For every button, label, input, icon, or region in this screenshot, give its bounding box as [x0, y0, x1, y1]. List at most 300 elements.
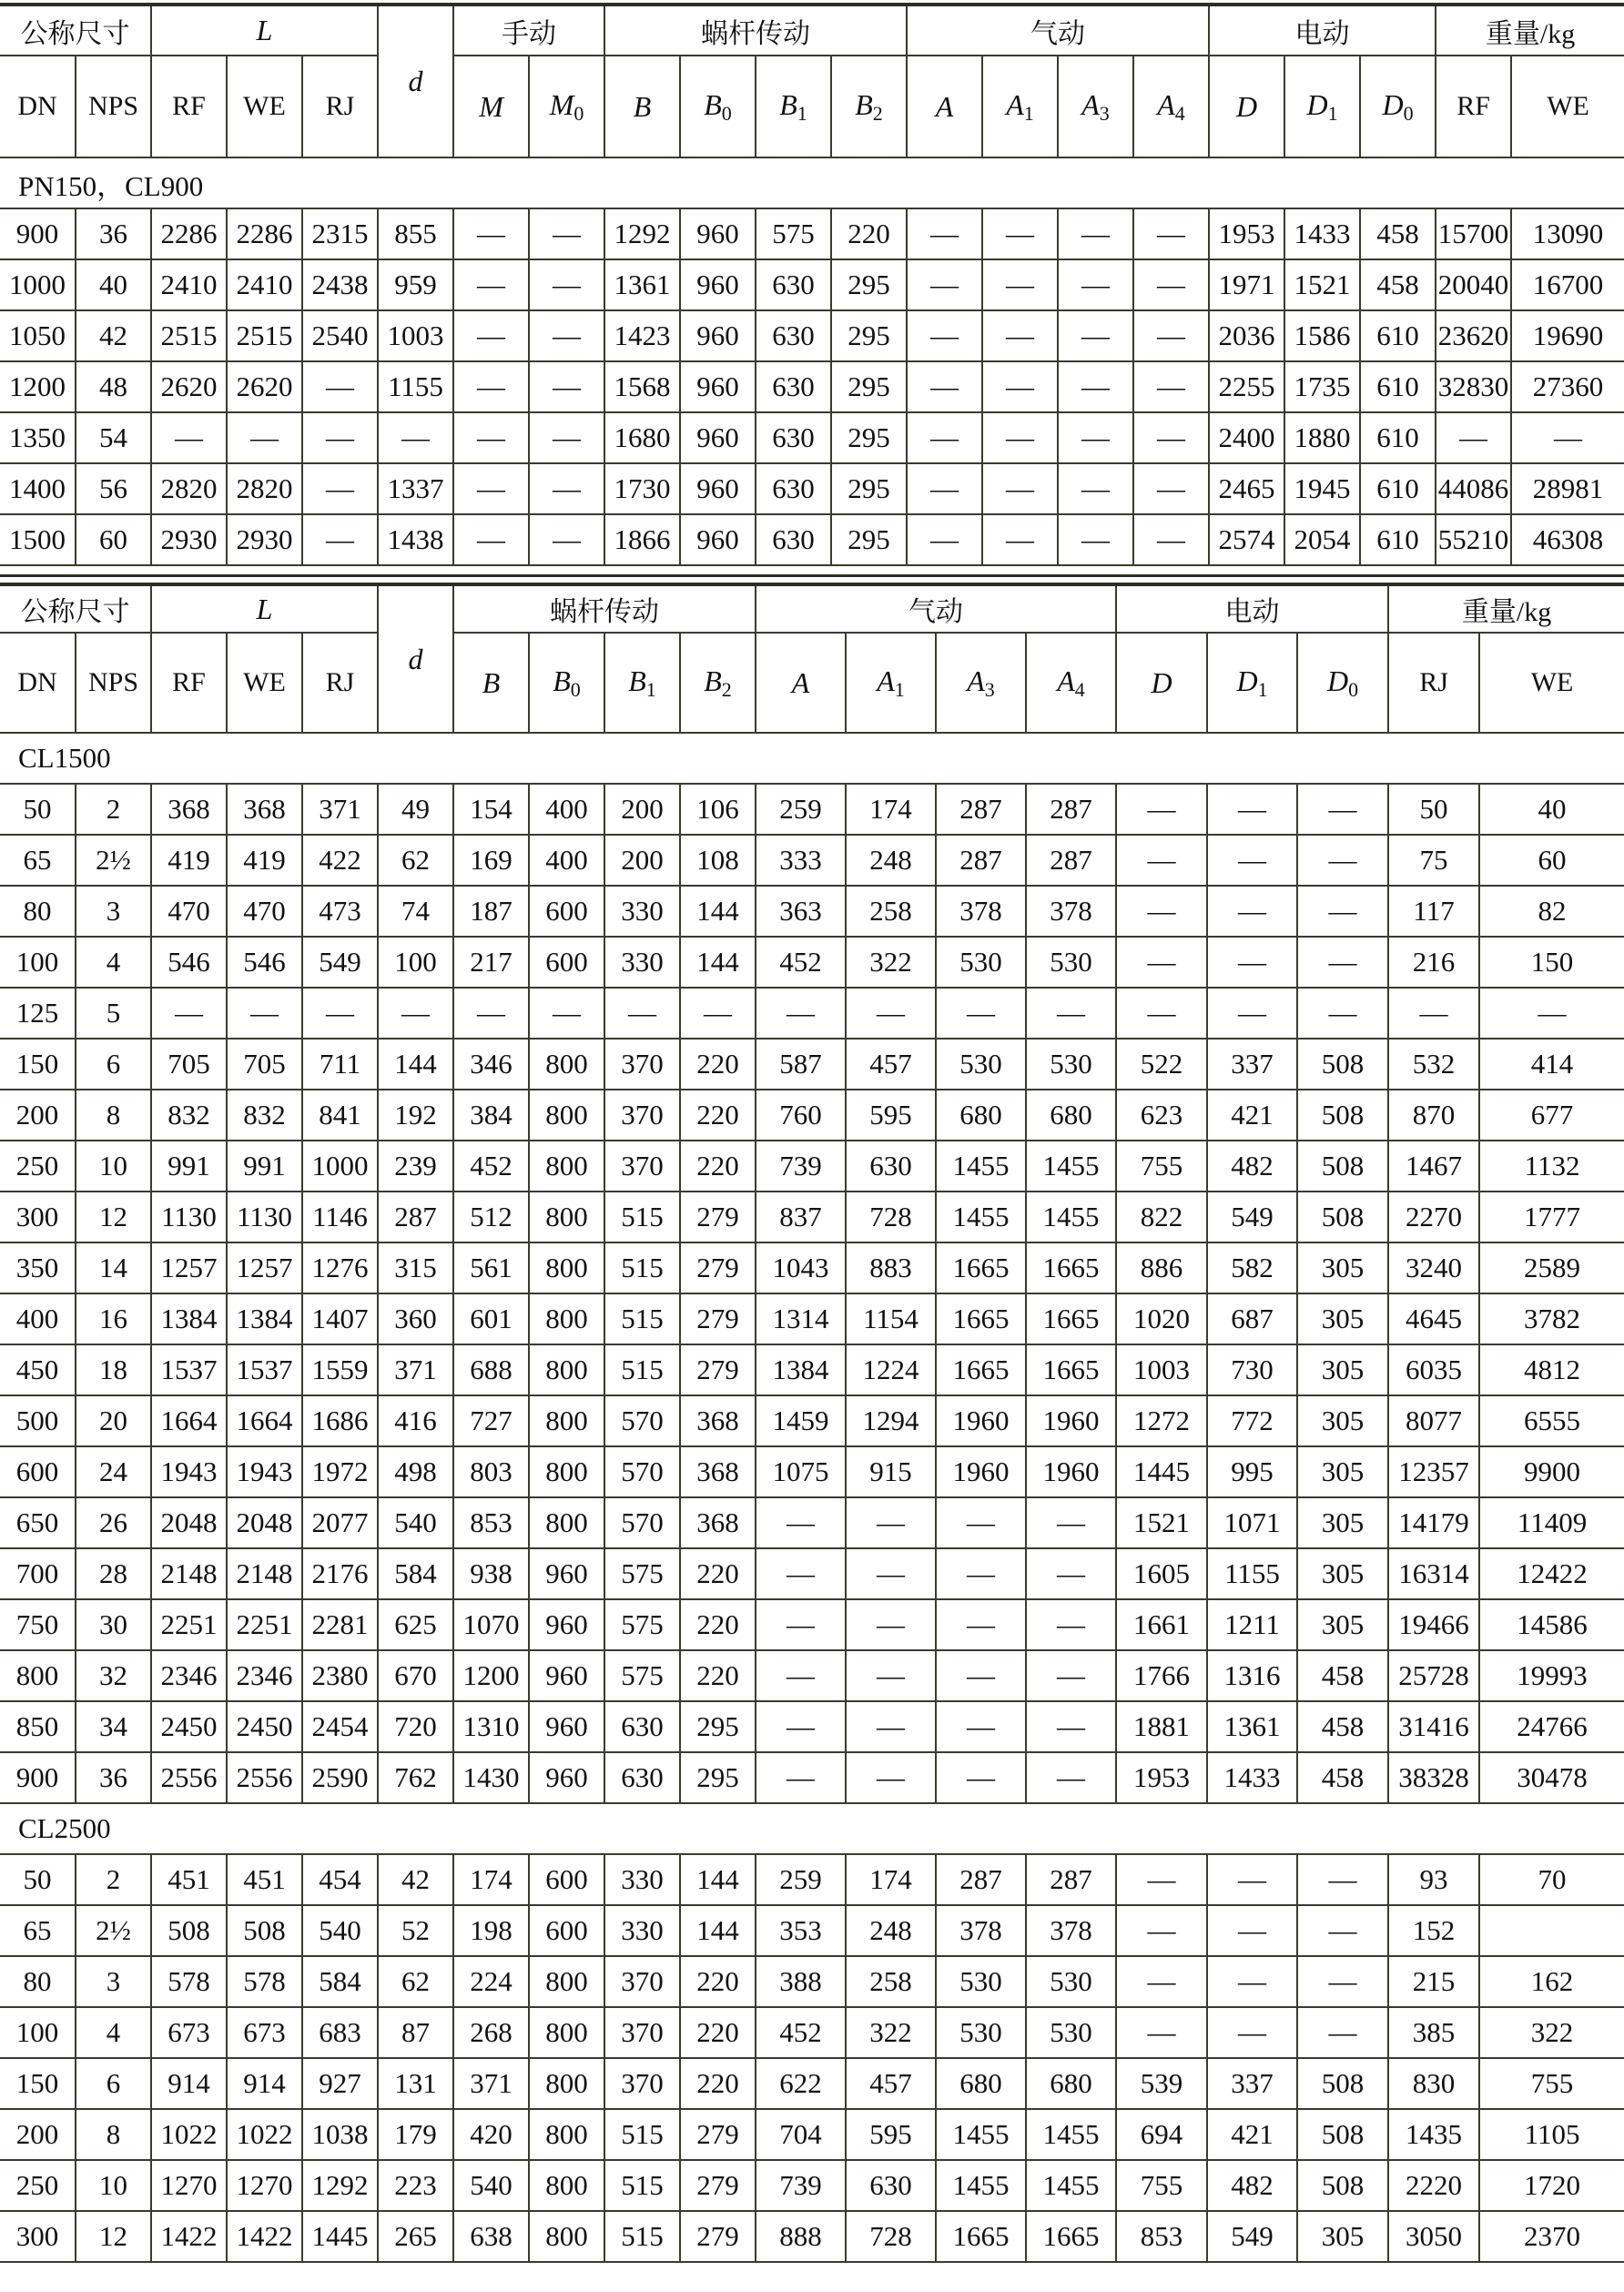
column-header-rj: RJ	[1388, 633, 1479, 733]
table-cell: 687	[1207, 1293, 1297, 1344]
table-cell: 330	[604, 1854, 680, 1905]
table-cell: 2820	[151, 463, 227, 514]
header-nominal-size: 公称尺寸	[0, 5, 151, 56]
table-cell: 259	[756, 784, 846, 835]
table-cell: 610	[1360, 463, 1436, 514]
table-cell: 370	[604, 1956, 680, 2007]
header-pneumatic: 气动	[756, 584, 1116, 633]
table-cell: 960	[680, 310, 756, 361]
table-cell: —	[1133, 361, 1209, 412]
table-cell: 131	[378, 2058, 453, 2109]
table-cell: 295	[680, 1752, 756, 1803]
table-cell: 223	[378, 2160, 453, 2211]
table-cell: 739	[756, 1141, 846, 1192]
table-cell: —	[1297, 988, 1388, 1039]
table-cell: 220	[680, 1039, 756, 1090]
table-cell: 100	[0, 937, 76, 988]
table-cell: 48	[76, 361, 151, 412]
table-cell: 1155	[1207, 1548, 1297, 1599]
column-header-b	[604, 56, 680, 157]
table-cell: 595	[846, 1090, 936, 1141]
table-cell: —	[302, 463, 378, 514]
column-header-nps: NPS	[76, 633, 151, 733]
table-cell: 2251	[227, 1599, 302, 1650]
table-cell: 1132	[1479, 1141, 1624, 1192]
table-cell: 755	[1116, 1141, 1207, 1192]
table-cell: —	[1058, 514, 1133, 565]
column-header-b2	[831, 56, 907, 157]
table-cell: —	[529, 514, 604, 565]
table-cell: 1953	[1116, 1752, 1207, 1803]
table-cell: 1038	[302, 2109, 378, 2160]
table-row	[0, 2109, 1624, 2160]
table-cell: 19993	[1479, 1650, 1624, 1701]
table-cell: 224	[453, 1956, 529, 2007]
symbol: B	[704, 664, 722, 697]
table-cell: 1105	[1479, 2109, 1624, 2160]
column-header-d0	[1360, 56, 1436, 157]
table-cell: 1960	[1026, 1395, 1116, 1446]
table-cell: 1224	[846, 1344, 936, 1395]
table-cell: 360	[378, 1293, 453, 1344]
table-cell: 1960	[1026, 1446, 1116, 1497]
column-header-dn: DN	[0, 633, 76, 733]
table-cell: 174	[453, 1854, 529, 1905]
column-header-b0	[680, 56, 756, 157]
table-cell: 220	[680, 1141, 756, 1192]
table-cell: 287	[1026, 784, 1116, 835]
table-cell: 1316	[1207, 1650, 1297, 1701]
table-cell: 49	[378, 784, 453, 835]
table-cell: 322	[846, 937, 936, 988]
table-cell: 220	[680, 2007, 756, 2058]
table-cell: 800	[529, 1090, 604, 1141]
table-cell: 368	[680, 1446, 756, 1497]
table-cell: 530	[936, 937, 1026, 988]
table-cell: —	[1511, 412, 1624, 463]
table-cell: 400	[529, 784, 604, 835]
table-cell: 750	[0, 1599, 76, 1650]
table-cell: 473	[302, 886, 378, 937]
table-cell: 144	[378, 1039, 453, 1090]
subscript: 1	[894, 677, 905, 701]
table-row	[0, 463, 1624, 514]
column-header-m	[453, 56, 529, 157]
table-cell: 960	[529, 1752, 604, 1803]
table-header	[0, 584, 1624, 733]
table-cell: 1953	[1209, 208, 1284, 259]
table-cell: 832	[227, 1090, 302, 1141]
table-cell: 728	[846, 2211, 936, 2262]
table-cell: 625	[378, 1599, 453, 1650]
table-cell: 1433	[1207, 1752, 1297, 1803]
table-cell: 458	[1360, 208, 1436, 259]
table-cell: 630	[756, 514, 831, 565]
table-cell: 12	[76, 1192, 151, 1242]
table-cell: 2251	[151, 1599, 227, 1650]
table-cell: 420	[453, 2109, 529, 2160]
table-cell: 530	[1026, 1956, 1116, 2007]
table-cell: 680	[936, 2058, 1026, 2109]
table-cell: 630	[604, 1752, 680, 1803]
column-header-a	[756, 633, 846, 733]
table-cell: —	[982, 361, 1058, 412]
table-cell: 34	[76, 1701, 151, 1752]
table-cell: 960	[680, 514, 756, 565]
table-cell: 12357	[1388, 1446, 1479, 1497]
table-row	[0, 1242, 1624, 1293]
table-cell: 1270	[227, 2160, 302, 2211]
table-cell: 93	[1388, 1854, 1479, 1905]
table-cell: 384	[453, 1090, 529, 1141]
table-cell: 2410	[227, 259, 302, 310]
table-cell: 2176	[302, 1548, 378, 1599]
subscript: 4	[1074, 677, 1085, 701]
table-cell: —	[982, 208, 1058, 259]
table-cell: 60	[1479, 835, 1624, 886]
table-cell: 960	[680, 208, 756, 259]
table-cell: 498	[378, 1446, 453, 1497]
table-cell: 720	[378, 1701, 453, 1752]
table-cell: 11409	[1479, 1497, 1624, 1548]
table-cell: 20	[76, 1395, 151, 1446]
symbol: A	[967, 664, 985, 697]
header-electric: 电动	[1209, 5, 1436, 56]
table-cell: 279	[680, 1192, 756, 1242]
symbol: D	[1382, 87, 1404, 121]
table-cell: 1130	[151, 1192, 227, 1242]
table-cell: 2556	[151, 1752, 227, 1803]
column-header-d1	[1284, 56, 1360, 157]
table-cell: —	[151, 988, 227, 1039]
table-cell: —	[1207, 784, 1297, 835]
table-cell: 305	[1297, 1446, 1388, 1497]
table-cell: 368	[680, 1395, 756, 1446]
table-cell: 822	[1116, 1192, 1207, 1242]
table-cell: —	[1133, 259, 1209, 310]
table-cell: 2820	[227, 463, 302, 514]
table-cell: —	[1133, 412, 1209, 463]
table-cell: 250	[0, 1141, 76, 1192]
table-cell: 1294	[846, 1395, 936, 1446]
table-cell: 900	[0, 1752, 76, 1803]
table-cell: —	[756, 1701, 846, 1752]
table-cell: 279	[680, 2211, 756, 2262]
table-cell: —	[1297, 784, 1388, 835]
table-cell: 2077	[302, 1497, 378, 1548]
table-cell: —	[1026, 1548, 1116, 1599]
table-cell: 705	[227, 1039, 302, 1090]
table-cell: —	[936, 1752, 1026, 1803]
table-cell: 650	[0, 1497, 76, 1548]
table-cell: 515	[604, 1293, 680, 1344]
table-cell: 630	[756, 361, 831, 412]
table-cell: 370	[604, 1141, 680, 1192]
table-cell: 6555	[1479, 1395, 1624, 1446]
table-cell: 14179	[1388, 1497, 1479, 1548]
table-cell: 530	[1026, 1039, 1116, 1090]
table-cell: 508	[1297, 1090, 1388, 1141]
table-cell: 4812	[1479, 1344, 1624, 1395]
table-cell: 287	[936, 1854, 1026, 1905]
column-header-m0	[529, 56, 604, 157]
table-cell: 914	[151, 2058, 227, 2109]
table-cell: 530	[1026, 2007, 1116, 2058]
table-cell: 680	[1026, 2058, 1116, 2109]
table-cell: 14586	[1479, 1599, 1624, 1650]
table-cell: 540	[378, 1497, 453, 1548]
symbol: D	[1326, 664, 1349, 697]
table-cell: 1971	[1209, 259, 1284, 310]
table-cell: 1337	[378, 463, 453, 514]
table-cell: 370	[604, 2058, 680, 2109]
table-cell: —	[453, 361, 529, 412]
table-cell: 337	[1207, 1039, 1297, 1090]
table-cell: 1455	[1026, 2160, 1116, 2211]
table-cell: 457	[846, 2058, 936, 2109]
table-cell: 248	[846, 1905, 936, 1956]
table-cell: 40	[1479, 784, 1624, 835]
table-cell: 3	[76, 886, 151, 937]
table-cell: 1433	[1284, 208, 1360, 259]
table-cell: 959	[378, 259, 453, 310]
table-cell: 150	[0, 2058, 76, 2109]
table-cell: —	[604, 988, 680, 1039]
table-cell: 28	[76, 1548, 151, 1599]
table-cell: —	[1207, 988, 1297, 1039]
table-cell: 152	[1388, 1905, 1479, 1956]
table-cell: 259	[756, 1854, 846, 1905]
table-cell: 4	[76, 2007, 151, 2058]
table-cell: 305	[1297, 2211, 1388, 2262]
table-cell: 18	[76, 1344, 151, 1395]
table-cell: 1257	[227, 1242, 302, 1293]
table-cell: 400	[0, 1293, 76, 1344]
table-cell: 378	[1026, 1905, 1116, 1956]
table-cell: 30	[76, 1599, 151, 1650]
table-cell: 841	[302, 1090, 378, 1141]
table-cell: 62	[378, 1956, 453, 2007]
table-cell: 1605	[1116, 1548, 1207, 1599]
table-cell: —	[1058, 361, 1133, 412]
table-cell: 50	[0, 784, 76, 835]
symbol: B	[553, 664, 571, 697]
table-cell: 630	[846, 2160, 936, 2211]
table-cell: 300	[0, 1192, 76, 1242]
table-cell: 117	[1388, 886, 1479, 937]
table-cell: 800	[529, 2007, 604, 2058]
table-cell: 1455	[1026, 1192, 1116, 1242]
table-cell: 2286	[151, 208, 227, 259]
table-cell: 215	[1388, 1956, 1479, 2007]
table-cell: —	[907, 463, 982, 514]
symbol: D	[1236, 664, 1258, 697]
table-cell: 1459	[756, 1395, 846, 1446]
table-cell: —	[302, 412, 378, 463]
symbol: A	[877, 664, 895, 697]
symbol: A	[935, 89, 954, 123]
table-cell: 10	[76, 2160, 151, 2211]
table-cell: —	[453, 988, 529, 1039]
table-cell: 1423	[604, 310, 680, 361]
table-cell: 575	[604, 1599, 680, 1650]
table-cell: 385	[1388, 2007, 1479, 2058]
table-cell: 1435	[1388, 2109, 1479, 2160]
table-row	[0, 1446, 1624, 1497]
table-cell: 248	[846, 835, 936, 886]
table-cell: 915	[846, 1446, 936, 1497]
table-cell: 694	[1116, 2109, 1207, 2160]
column-header-rf: RF	[1436, 56, 1511, 157]
table-cell: 216	[1388, 937, 1479, 988]
header-group-row	[0, 584, 1624, 633]
table-cell: 20040	[1436, 259, 1511, 310]
table-cell: 630	[756, 310, 831, 361]
table-cell: 5	[76, 988, 151, 1039]
table-cell: 508	[1297, 1192, 1388, 1242]
table-cell: 1686	[302, 1395, 378, 1446]
table-cell: —	[529, 361, 604, 412]
table-cell: —	[1026, 1497, 1116, 1548]
table-cell: 16700	[1511, 259, 1624, 310]
column-header-dn: DN	[0, 56, 76, 157]
table-cell: —	[1388, 988, 1479, 1039]
table-cell: —	[302, 361, 378, 412]
table-cell: 1665	[1026, 2211, 1116, 2262]
table-cell: 1665	[936, 2211, 1026, 2262]
table-cell: 803	[453, 1446, 529, 1497]
table-cell: 450	[0, 1344, 76, 1395]
table-cell: —	[1207, 1854, 1297, 1905]
column-header-we: WE	[1511, 56, 1624, 157]
table-cell: 508	[1297, 2109, 1388, 2160]
subscript: 0	[573, 101, 584, 125]
table-cell: 100	[378, 937, 453, 988]
table-cell: —	[227, 412, 302, 463]
header-column-row	[0, 633, 1624, 733]
table-cell: 174	[846, 784, 936, 835]
table-cell: —	[529, 463, 604, 514]
table-cell: —	[1297, 937, 1388, 988]
table-cell: 1960	[936, 1446, 1026, 1497]
header-electric: 电动	[1116, 584, 1388, 633]
table-cell: 960	[529, 1599, 604, 1650]
table-cell: 2454	[302, 1701, 378, 1752]
header-group-row	[0, 5, 1624, 56]
table-cell: 144	[680, 1854, 756, 1905]
header-weight: 重量/kg	[1436, 5, 1624, 56]
table-cell: 760	[756, 1090, 846, 1141]
table-cell: 522	[1116, 1039, 1207, 1090]
table-cell: —	[1297, 2007, 1388, 2058]
table-row	[0, 835, 1624, 886]
table-cell: 886	[1116, 1242, 1207, 1293]
table-cell: —	[756, 1548, 846, 1599]
subscript: 0	[1348, 677, 1359, 701]
table-cell: —	[1207, 835, 1297, 886]
table-cell: 938	[453, 1548, 529, 1599]
table-cell: 670	[378, 1650, 453, 1701]
symbol: M	[549, 87, 574, 121]
table-cell: 1521	[1116, 1497, 1207, 1548]
table-cell: 2450	[227, 1701, 302, 1752]
table-header	[0, 5, 1624, 157]
table-cell: 2574	[1209, 514, 1284, 565]
table-cell: 623	[1116, 1090, 1207, 1141]
table-cell: 1310	[453, 1701, 529, 1752]
table-cell: 46308	[1511, 514, 1624, 565]
table-cell: 70	[1479, 1854, 1624, 1905]
table-cell: 600	[0, 1446, 76, 1497]
table-cell: 1154	[846, 1293, 936, 1344]
table-cell: 610	[1360, 412, 1436, 463]
header-bore-d: d	[378, 5, 453, 157]
table-cell: 1537	[227, 1344, 302, 1395]
table-cell: 2½	[76, 835, 151, 886]
table-cell: 458	[1360, 259, 1436, 310]
table-cell: 3050	[1388, 2211, 1479, 2262]
table-cell: 2346	[227, 1650, 302, 1701]
table-cell: 451	[151, 1854, 227, 1905]
table-cell: —	[907, 208, 982, 259]
table-cell: 1422	[227, 2211, 302, 2262]
table-cell: 8	[76, 1090, 151, 1141]
valve-dimension-table-cl900	[0, 3, 1624, 566]
table-cell: 31416	[1388, 1701, 1479, 1752]
table-cell: 24766	[1479, 1701, 1624, 1752]
table-cell: 12	[76, 2211, 151, 2262]
table-cell: 287	[1026, 1854, 1116, 1905]
table-cell: 305	[1297, 1395, 1388, 1446]
table-cell: 2	[76, 1854, 151, 1905]
table-cell: —	[1133, 208, 1209, 259]
table-cell: 1022	[227, 2109, 302, 2160]
table-cell: —	[1207, 1956, 1297, 2007]
column-header-we: WE	[1479, 633, 1624, 733]
table-cell: 13090	[1511, 208, 1624, 259]
table-cell: —	[302, 514, 378, 565]
table-cell: 1455	[936, 1141, 1026, 1192]
table-cell: —	[1058, 259, 1133, 310]
table-row	[0, 784, 1624, 835]
table-cell: —	[936, 1701, 1026, 1752]
table-cell: 1664	[227, 1395, 302, 1446]
table-cell: 421	[1207, 1090, 1297, 1141]
table-cell: 279	[680, 1293, 756, 1344]
table-cell: —	[1207, 1905, 1297, 1956]
table-cell: 279	[680, 1242, 756, 1293]
table-cell: 991	[227, 1141, 302, 1192]
table-cell: 2270	[1388, 1192, 1479, 1242]
table-cell: 295	[831, 310, 907, 361]
table-cell: —	[302, 988, 378, 1039]
table-row	[0, 2211, 1624, 2262]
table-cell: —	[1297, 1905, 1388, 1956]
table-cell: —	[846, 1701, 936, 1752]
table-cell: 515	[604, 2211, 680, 2262]
table-cell: 1272	[1116, 1395, 1207, 1446]
table-cell: 610	[1360, 361, 1436, 412]
section-header-row	[0, 1803, 1624, 1854]
subscript: 0	[721, 101, 732, 125]
table-cell: 1430	[453, 1752, 529, 1803]
table-cell: 322	[846, 2007, 936, 2058]
table-cell: 458	[1297, 1752, 1388, 1803]
table-cell: 421	[1207, 2109, 1297, 2160]
table-cell: 192	[378, 1090, 453, 1141]
table-cell: —	[1116, 1956, 1207, 2007]
table-cell: 991	[151, 1141, 227, 1192]
